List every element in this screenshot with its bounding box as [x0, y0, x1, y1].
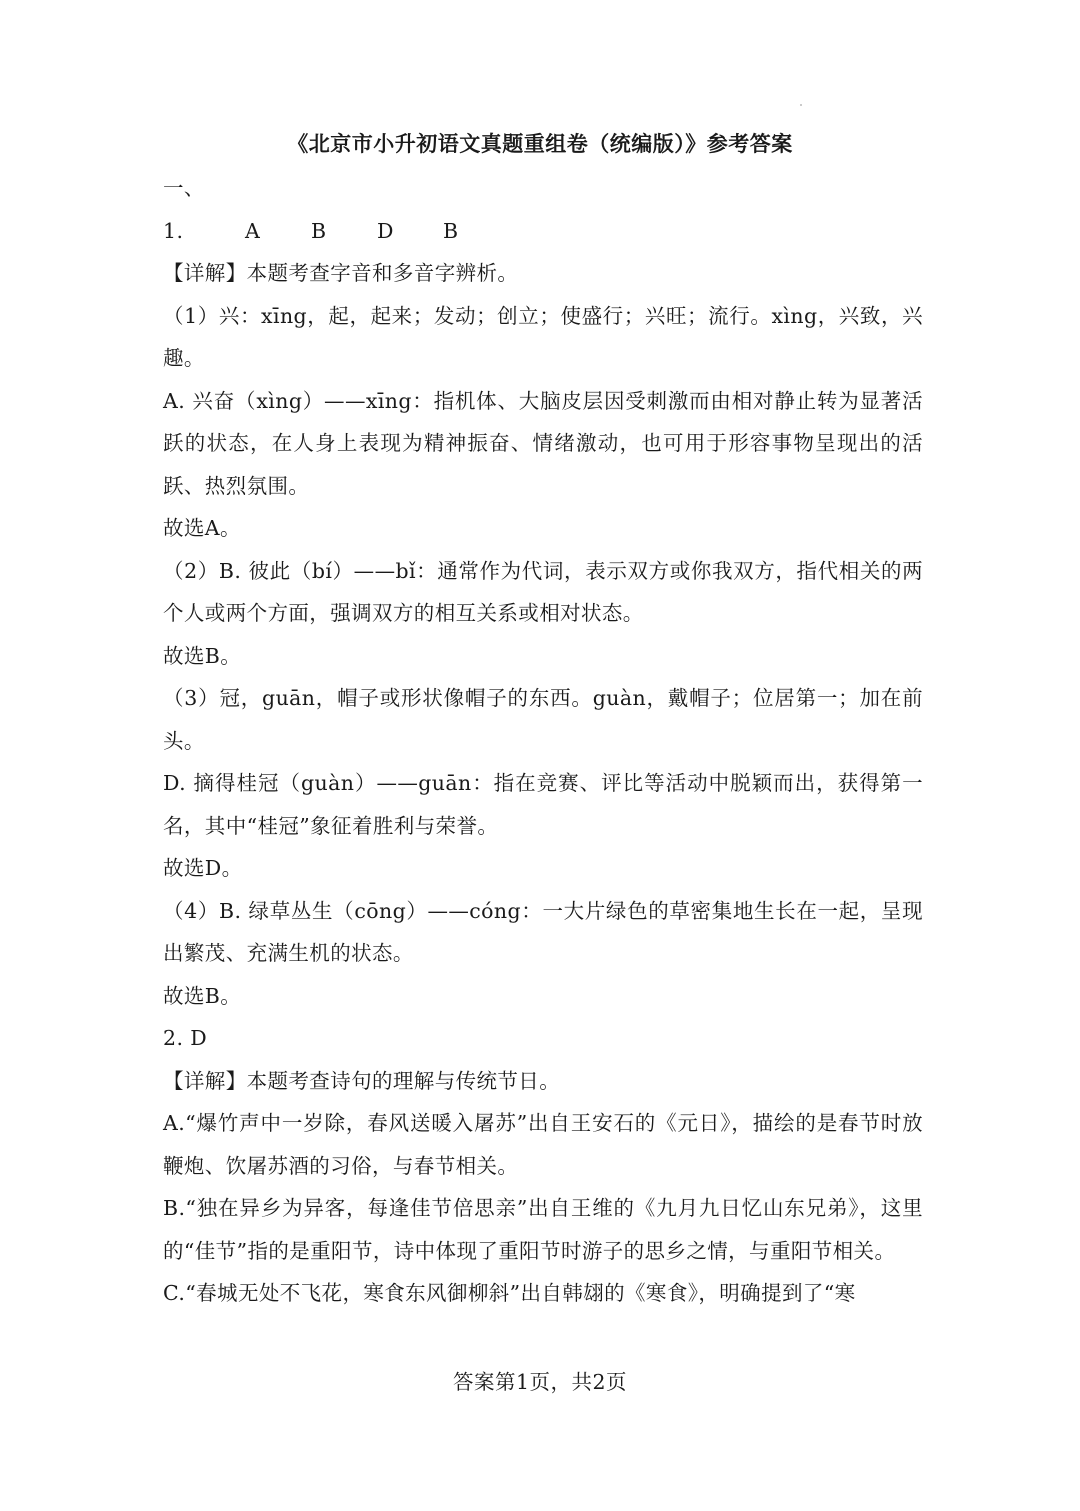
page-footer: 答案第1页，共2页	[452, 1370, 628, 1394]
section-heading: 一、	[163, 176, 205, 200]
question-number: 1.	[163, 218, 184, 243]
answer-conclusion: 故选B。	[163, 983, 242, 1008]
option-b-explanation: （4）B. 绿草丛生（cōng）——cóng：一大片绿色的草密集地生长在一起，呈现出繁茂、充满生机的状态。	[163, 898, 923, 965]
explanation-heading: 【详解】本题考查诗句的理解与传统节日。	[163, 1068, 561, 1093]
answer-conclusion: 故选B。	[163, 643, 242, 668]
option-a-explanation: A. 兴奋（xìng）——xīng：指机体、大脑皮层因受刺激而由相对静止转为显著活跃的状态，在人身上表现为精神振奋、情绪激动，也可用于形容事物呈现出的活跃、热烈氛围。	[163, 388, 923, 498]
option-a-explanation: A.“爆竹声中一岁除，春风送暖入屠苏”出自王安石的《元日》，描绘的是春节时放鞭炮、饮屠苏酒的习俗，与春节相关。	[163, 1111, 923, 1178]
answer-conclusion: 故选D。	[163, 856, 243, 880]
option-b-explanation: B.“独在异乡为异客，每逢佳节倍思亲”出自王维的《九月九日忆山东兄弟》，这里的“佳节”指的是重阳节，诗中体现了重阳节时游子的思乡之情，与重阳节相关。	[163, 1196, 923, 1263]
explanation-heading: 【详解】本题考查字音和多音字辨析。	[163, 261, 519, 285]
question-1-answers	[163, 210, 923, 253]
scan-speck	[800, 104, 802, 106]
answer-conclusion: 故选A。	[163, 516, 241, 540]
answer-item: A	[245, 218, 261, 243]
answer-body	[163, 167, 923, 1315]
explanation-paragraph: （1）兴：xīng，起，起来；发动；创立；使盛行；兴旺；流行。xìng，兴致，兴趣。	[163, 303, 923, 370]
page-title: 《北京市小升初语文真题重组卷（统编版）》参考答案	[287, 131, 793, 156]
answer-item: B	[311, 218, 327, 243]
answer-item: D	[377, 218, 394, 243]
option-d-explanation: D. 摘得桂冠（guàn）——guān：指在竞赛、评比等活动中脱颖而出，获得第一名，其中“桂冠”象征着胜利与荣誉。	[163, 771, 923, 838]
question-2-answer: 2. D	[163, 1026, 208, 1050]
option-b-explanation: （2）B. 彼此（bí）——bǐ：通常作为代词，表示双方或你我双方，指代相关的两个人或两个方面，强调双方的相互关系或相对状态。	[163, 558, 923, 625]
answer-item: B	[443, 218, 459, 243]
option-c-explanation: C.“春城无处不飞花，寒食东风御柳斜”出自韩翃的《寒食》，明确提到了“寒	[163, 1281, 856, 1305]
explanation-paragraph: （3）冠，guān，帽子或形状像帽子的东西。guàn，戴帽子；位居第一；加在前头。	[163, 686, 923, 753]
